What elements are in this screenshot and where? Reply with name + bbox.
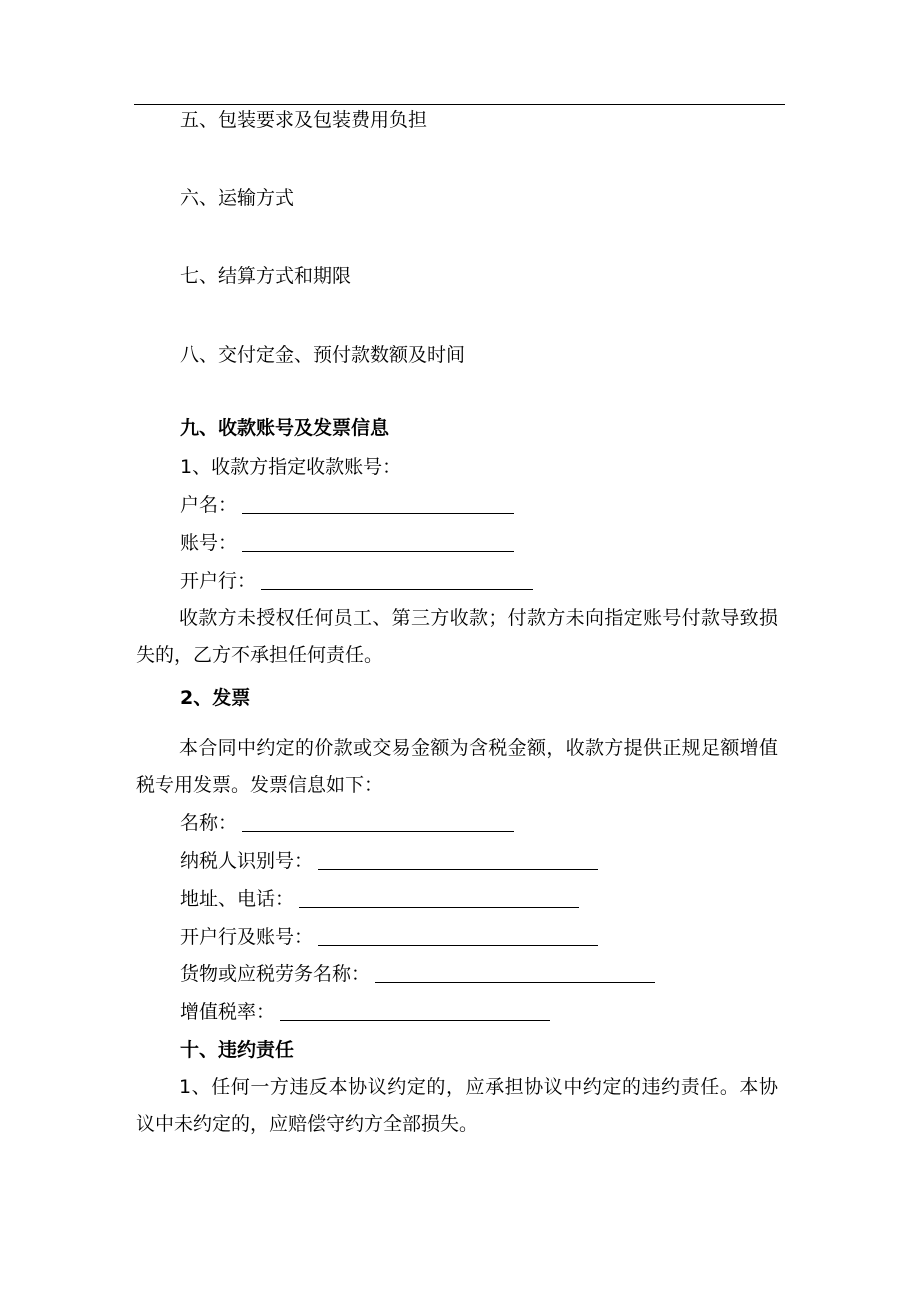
invoice-intro: 本合同中约定的价款或交易金额为含税金额，收款方提供正规足额增值税专用发票。发票信息如下： [136,737,778,796]
invoice-name-blank[interactable] [242,813,514,832]
invoice-name-line [180,811,514,835]
section-5-heading: 五、包装要求及包装费用负担 [180,109,428,131]
account-bank-blank[interactable] [261,571,533,590]
invoice-name-label: 名称： [180,812,238,834]
section-7-heading: 七、结算方式和期限 [180,265,352,287]
header-rule [134,104,785,105]
section-8-heading: 八、交付定金、预付款数额及时间 [180,344,466,366]
liability-item-1: 1、任何一方违反本协议约定的，应承担协议中约定的违约责任。本协议中未约定的，应赔偿守约方全部损失。 [136,1076,778,1135]
invoice-bank-line [180,925,598,949]
invoice-address-blank[interactable] [299,889,579,908]
invoice-address-label: 地址、电话： [180,888,295,910]
account-notice: 收款方未授权任何员工、第三方收款；付款方未向指定账号付款导致损失的，乙方不承担任何责任。 [136,607,778,666]
invoice-rate-line [180,1000,550,1024]
invoice-bank-blank[interactable] [318,927,598,946]
invoice-address-line [180,887,579,911]
invoice-rate-label: 增值税率： [180,1001,276,1023]
account-name-blank[interactable] [242,495,514,514]
invoice-goods-line [180,962,655,986]
invoice-goods-label: 货物或应税劳务名称： [180,963,371,985]
section-6-heading: 六、运输方式 [180,187,295,209]
account-number-blank[interactable] [242,533,514,552]
invoice-tax-id-label: 纳税人识别号： [180,850,314,872]
account-number-label: 账号： [180,532,238,554]
account-bank-label: 开户行： [180,570,257,592]
invoice-heading: 2、发票 [180,687,251,709]
invoice-rate-blank[interactable] [280,1002,550,1021]
account-name-line [180,493,514,517]
account-name-label: 户名： [180,494,238,516]
section-10-heading: 十、违约责任 [180,1039,295,1061]
invoice-tax-id-line [180,849,598,873]
account-bank-line [180,569,533,593]
invoice-bank-label: 开户行及账号： [180,926,314,948]
section-9-heading: 九、收款账号及发票信息 [180,417,390,439]
account-number-line [180,531,514,555]
account-heading: 1、收款方指定收款账号： [180,456,402,478]
invoice-goods-blank[interactable] [375,964,655,983]
invoice-tax-id-blank[interactable] [318,851,598,870]
